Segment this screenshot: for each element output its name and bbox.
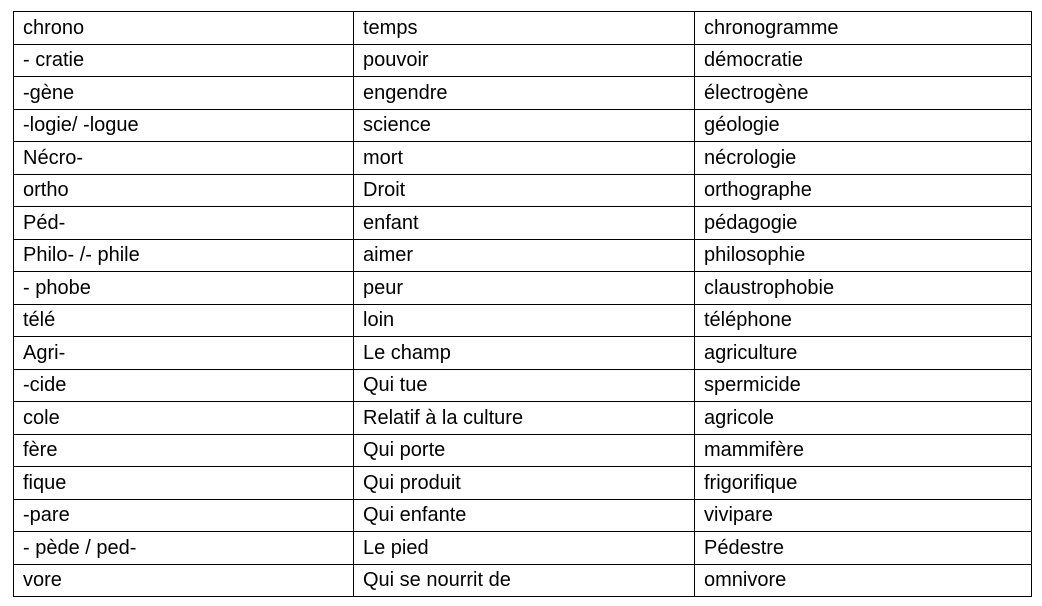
table-row xyxy=(14,174,1032,207)
example-cell: téléphone xyxy=(695,304,1032,337)
meaning-cell: Droit xyxy=(354,174,695,207)
example-cell: claustrophobie xyxy=(695,272,1032,305)
meaning-cell: Qui produit xyxy=(354,467,695,500)
table-row xyxy=(14,532,1032,565)
example-cell: démocratie xyxy=(695,44,1032,77)
example-cell: mammifère xyxy=(695,434,1032,467)
example-cell: électrogène xyxy=(695,77,1032,110)
meaning-cell: Le champ xyxy=(354,337,695,370)
meaning-cell: Qui tue xyxy=(354,369,695,402)
table-row xyxy=(14,142,1032,175)
example-cell: agricole xyxy=(695,402,1032,435)
root-cell: fique xyxy=(14,467,354,500)
root-cell: ortho xyxy=(14,174,354,207)
meaning-cell: peur xyxy=(354,272,695,305)
root-cell: -gène xyxy=(14,77,354,110)
table-row xyxy=(14,44,1032,77)
table-row xyxy=(14,499,1032,532)
root-cell: Philo- /- phile xyxy=(14,239,354,272)
meaning-cell: pouvoir xyxy=(354,44,695,77)
table-row xyxy=(14,12,1032,45)
table-row xyxy=(14,434,1032,467)
meaning-cell: Qui porte xyxy=(354,434,695,467)
meaning-cell: engendre xyxy=(354,77,695,110)
example-cell: agriculture xyxy=(695,337,1032,370)
root-cell: télé xyxy=(14,304,354,337)
meaning-cell: mort xyxy=(354,142,695,175)
meaning-cell: loin xyxy=(354,304,695,337)
root-cell: -pare xyxy=(14,499,354,532)
example-cell: spermicide xyxy=(695,369,1032,402)
meaning-cell: Le pied xyxy=(354,532,695,565)
root-cell: Nécro- xyxy=(14,142,354,175)
root-cell: chrono xyxy=(14,12,354,45)
root-cell: Péd- xyxy=(14,207,354,240)
root-cell: -cide xyxy=(14,369,354,402)
root-cell: cole xyxy=(14,402,354,435)
table-row xyxy=(14,109,1032,142)
table-row xyxy=(14,207,1032,240)
table-row xyxy=(14,272,1032,305)
table-row xyxy=(14,467,1032,500)
root-cell: - phobe xyxy=(14,272,354,305)
root-cell: Agri- xyxy=(14,337,354,370)
meaning-cell: aimer xyxy=(354,239,695,272)
table-row xyxy=(14,239,1032,272)
root-cell: - cratie xyxy=(14,44,354,77)
table-row xyxy=(14,304,1032,337)
meaning-cell: Relatif à la culture xyxy=(354,402,695,435)
meaning-cell: science xyxy=(354,109,695,142)
root-cell: -logie/ -logue xyxy=(14,109,354,142)
table-row xyxy=(14,369,1032,402)
table-row xyxy=(14,77,1032,110)
root-cell: fère xyxy=(14,434,354,467)
meaning-cell: Qui enfante xyxy=(354,499,695,532)
meaning-cell: temps xyxy=(354,12,695,45)
example-cell: géologie xyxy=(695,109,1032,142)
meaning-cell: enfant xyxy=(354,207,695,240)
example-cell: pédagogie xyxy=(695,207,1032,240)
root-cell: vore xyxy=(14,564,354,597)
example-cell: orthographe xyxy=(695,174,1032,207)
table-row xyxy=(14,564,1032,597)
vocabulary-table xyxy=(13,11,1032,597)
root-cell: - pède / ped- xyxy=(14,532,354,565)
example-cell: Pédestre xyxy=(695,532,1032,565)
example-cell: omnivore xyxy=(695,564,1032,597)
example-cell: vivipare xyxy=(695,499,1032,532)
meaning-cell: Qui se nourrit de xyxy=(354,564,695,597)
table-body xyxy=(14,12,1032,597)
example-cell: frigorifique xyxy=(695,467,1032,500)
example-cell: chronogramme xyxy=(695,12,1032,45)
table-row xyxy=(14,337,1032,370)
example-cell: philosophie xyxy=(695,239,1032,272)
table-row xyxy=(14,402,1032,435)
example-cell: nécrologie xyxy=(695,142,1032,175)
